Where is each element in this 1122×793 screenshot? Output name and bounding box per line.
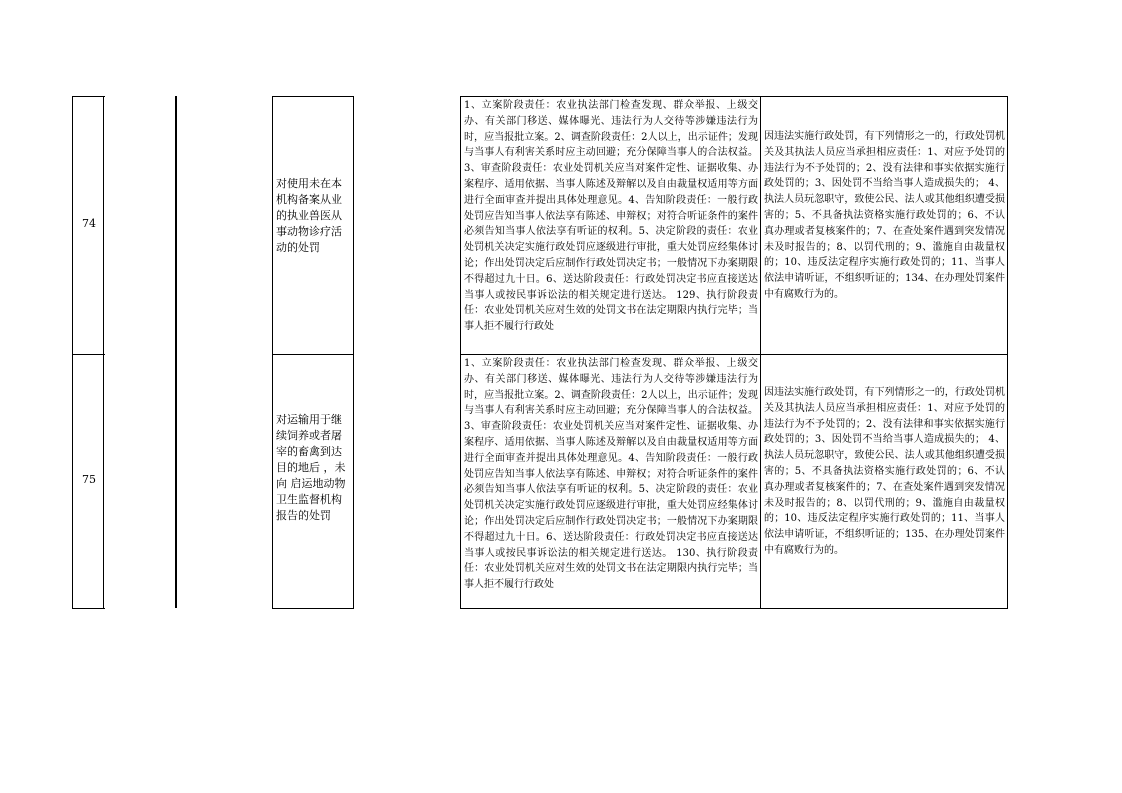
row-number: 74 [82, 217, 96, 230]
row-bottom-border [72, 608, 105, 609]
table-row [72, 96, 1008, 354]
responsibility-cell [460, 96, 761, 354]
row-number-cell [72, 354, 104, 608]
row-number: 75 [82, 473, 96, 486]
accountability-text: 因违法实施行政处罚，有下列情形之一的，行政处罚机关及其执法人员应当承担相应责任：1、对应予处罚的违法行为不予处罚的；2、没有法律和事实依据实施行政处罚的；3、因处罚不当给当事人造成损失的； 4、执法人员玩忽职守，致使公民、法人或其他组织遭受损害的；5、不具备执法资格实施行政处罚的；6、不认真办理或者复核案件的；7、在查处案件遇到突发情况未及时报告的；8、以罚代刑的；9、滥施自由裁量权的；10、违反法定程序实施行政处罚的；11、当事人依法申请听证，不组织听证的；135、在办理处罚案件中有腐败行为的。 [764, 387, 1005, 556]
responsibility-cell [460, 354, 761, 608]
item-bottom-border [272, 608, 354, 609]
accountability-text: 因违法实施行政处罚，有下列情形之一的，行政处罚机关及其执法人员应当承担相应责任：1、对应予处罚的违法行为不予处罚的；2、没有法律和事实依据实施行政处罚的；3、因处罚不当给当事人造成损失的； 4、执法人员玩忽职守，致使公民、法人或其他组织遭受损害的；5、不具备执法资格实施行政处罚的；6、不认真办理或者复核案件的；7、在查处案件遇到突发情况未及时报告的；8、以罚代刑的；9、滥施自由裁量权的；10、违反法定程序实施行政处罚的；11、当事人依法申请听证，不组织听证的；134、在办理处罚案件中有腐败行为的。 [764, 131, 1005, 300]
item-name: 对运输用于继续饲养或者屠宰的畜禽到达 目的地后 ，未向 启运地动物卫生监督机构报告的处罚 [276, 413, 346, 522]
row-number-cell [72, 96, 104, 354]
responsibility-text: 1、立案阶段责任：农业执法部门检查发现、群众举报、上级交办、有关部门移送、媒体曝光、违法行为人交待等涉嫌违法行为时，应当报批立案。2、调查阶段责任：2人以上，出示证件；发现与当事人有利害关系时应主动回避；充分保障当事人的合法权益。3、审查阶段责任：农业处罚机关应当对案件定性、证据收集、办案程序、适用依据、当事人陈述及辩解以及自由裁量权适用等方面进行全面审查并提出具体处理意见。4、告知阶段责任：一般行政处罚应告知当事人依法享有陈述、申辩权；对符合听证条件的案件必须告知当事人依法享有听证的权利。5、决定阶段的责任：农业处罚机关决定实施行政处罚应逐级进行审批，重大处罚应经集体讨论；作出处罚决定后应制作行政处罚决定书；一般情况下办案期限不得超过九十日。6、送达阶段责任：行政处罚决定书应直接送达当事人或按民事诉讼法的相关规定进行送达。 130、执行阶段责任：农业处罚机关应对生效的处罚文书在法定期限内执行完毕；当事人拒不履行行政处 [464, 358, 758, 591]
responsibility-text: 1、立案阶段责任：农业执法部门检查发现、群众举报、上级交办、有关部门移送、媒体曝光、违法行为人交待等涉嫌违法行为时，应当报批立案。2、调查阶段责任：2人以上，出示证件；发现与当事人有利害关系时应主动回避；充分保障当事人的合法权益。3、审查阶段责任：农业处罚机关应当对案件定性、证据收集、办案程序、适用依据、当事人陈述及辩解以及自由裁量权适用等方面进行全面审查并提出具体处理意见。4、告知阶段责任：一般行政处罚应告知当事人依法享有陈述、申辩权；对符合听证条件的案件必须告知当事人依法享有听证的权利。5、决定阶段的责任：农业处罚机关决定实施行政处罚应逐级进行审批，重大处罚应经集体讨论；作出处罚决定后应制作行政处罚决定书；一般情况下办案期限不得超过九十日。6、送达阶段责任：行政处罚决定书应直接送达当事人或按民事诉讼法的相关规定进行送达。 129、执行阶段责任：农业处罚机关应对生效的处罚文书在法定期限内执行完毕；当事人拒不履行行政处 [464, 100, 758, 333]
item-name: 对使用未在本机构备案从业的执业兽医从事动物诊疗活动的处罚 [276, 177, 342, 254]
text-bottom-border [460, 608, 1008, 609]
accountability-cell [761, 354, 1008, 608]
item-cell [272, 354, 354, 608]
item-cell [272, 96, 354, 354]
accountability-cell [761, 96, 1008, 354]
table-row [72, 354, 1008, 608]
